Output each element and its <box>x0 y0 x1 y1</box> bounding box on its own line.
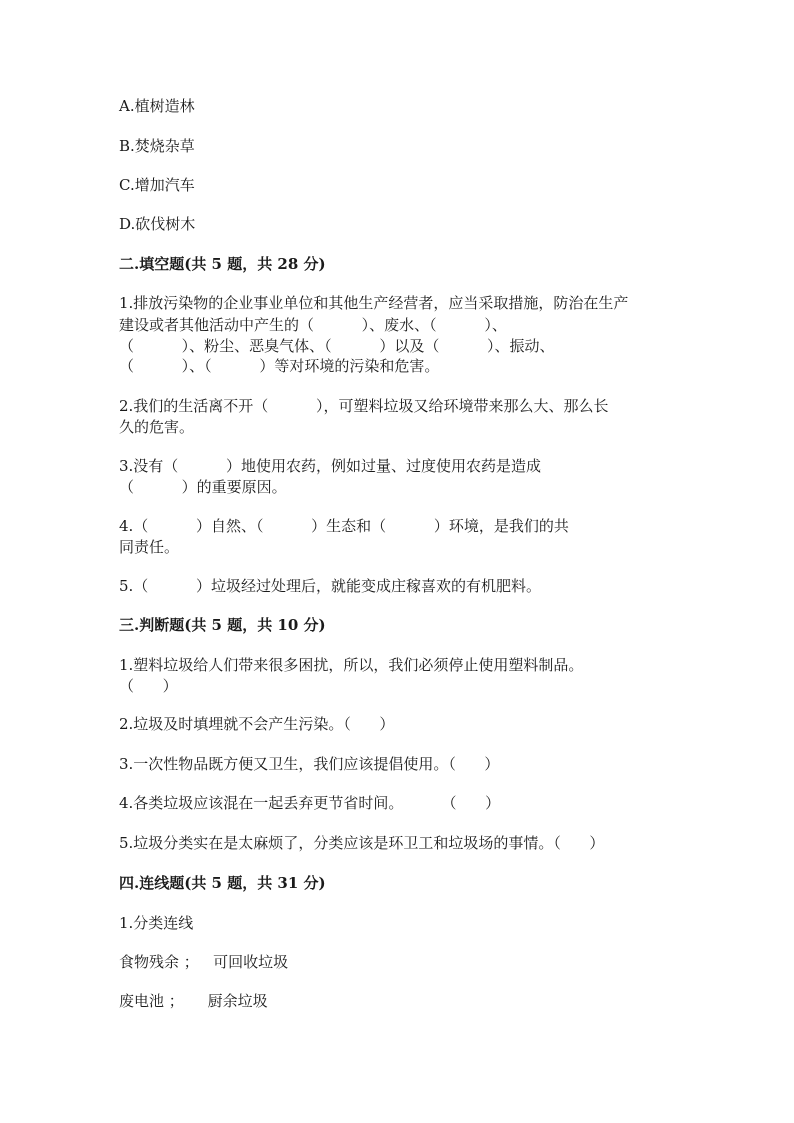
s3-q1-line2: （ ） <box>119 677 178 695</box>
s2-q5-line1: 5.（ ）垃圾经过处理后，就能变成庄稼喜欢的有机肥料。 <box>119 577 541 595</box>
section3-heading: 三.判断题(共 5 题，共 10 分) <box>119 616 326 634</box>
s2-q2-line1: 2.我们的生活离不开（ ），可塑料垃圾又给环境带来那么大、那么长 <box>119 397 609 415</box>
s4-pair-2: 废电池 ； 厨余垃圾 <box>119 992 268 1010</box>
s2-q1-line2: 建设或者其他活动中产生的（ ）、废水、（ ）、 <box>119 316 507 334</box>
s2-q3-line1: 3.没有（ ）地使用农药，例如过量、过度使用农药是造成 <box>119 457 541 475</box>
s2-q1-line4: （ ）、（ ）等对环境的污染和危害。 <box>119 357 440 375</box>
s3-q3: 3.一次性物品既方便又卫生，我们应该提倡使用。（ ） <box>119 755 500 773</box>
s3-q4: 4.各类垃圾应该混在一起丢弃更节省时间。 （ ） <box>119 794 501 812</box>
option-b: B.焚烧杂草 <box>119 137 195 155</box>
option-d: D.砍伐树木 <box>119 215 196 233</box>
option-a: A.植树造林 <box>119 97 195 115</box>
s4-pair-1: 食物残余 ； 可回收垃圾 <box>119 953 289 971</box>
option-c: C.增加汽车 <box>119 176 195 194</box>
s2-q4-line2: 同责任。 <box>119 538 180 556</box>
s3-q1-line1: 1.塑料垃圾给人们带来很多困扰，所以，我们必须停止使用塑料制品。 <box>119 656 584 674</box>
s2-q1-line3: （ ）、粉尘、恶臭气体、（ ）以及（ ）、振动、 <box>119 337 555 355</box>
s2-q3-line2: （ ）的重要原因。 <box>119 478 287 496</box>
s3-q2: 2.垃圾及时填埋就不会产生污染。（ ） <box>119 715 395 733</box>
s2-q2-line2: 久的危害。 <box>119 418 195 436</box>
section2-heading: 二.填空题(共 5 题，共 28 分) <box>119 255 326 273</box>
s3-q5: 5.垃圾分类实在是太麻烦了，分类应该是环卫工和垃圾场的事情。（ ） <box>119 834 605 852</box>
s2-q4-line1: 4.（ ）自然、（ ）生态和（ ）环境，是我们的共 <box>119 517 569 535</box>
section4-heading: 四.连线题(共 5 题，共 31 分) <box>119 874 326 892</box>
s4-q1-title: 1.分类连线 <box>119 914 194 932</box>
s2-q1-line1: 1.排放污染物的企业事业单位和其他生产经营者，应当采取措施，防治在生产 <box>119 294 629 312</box>
